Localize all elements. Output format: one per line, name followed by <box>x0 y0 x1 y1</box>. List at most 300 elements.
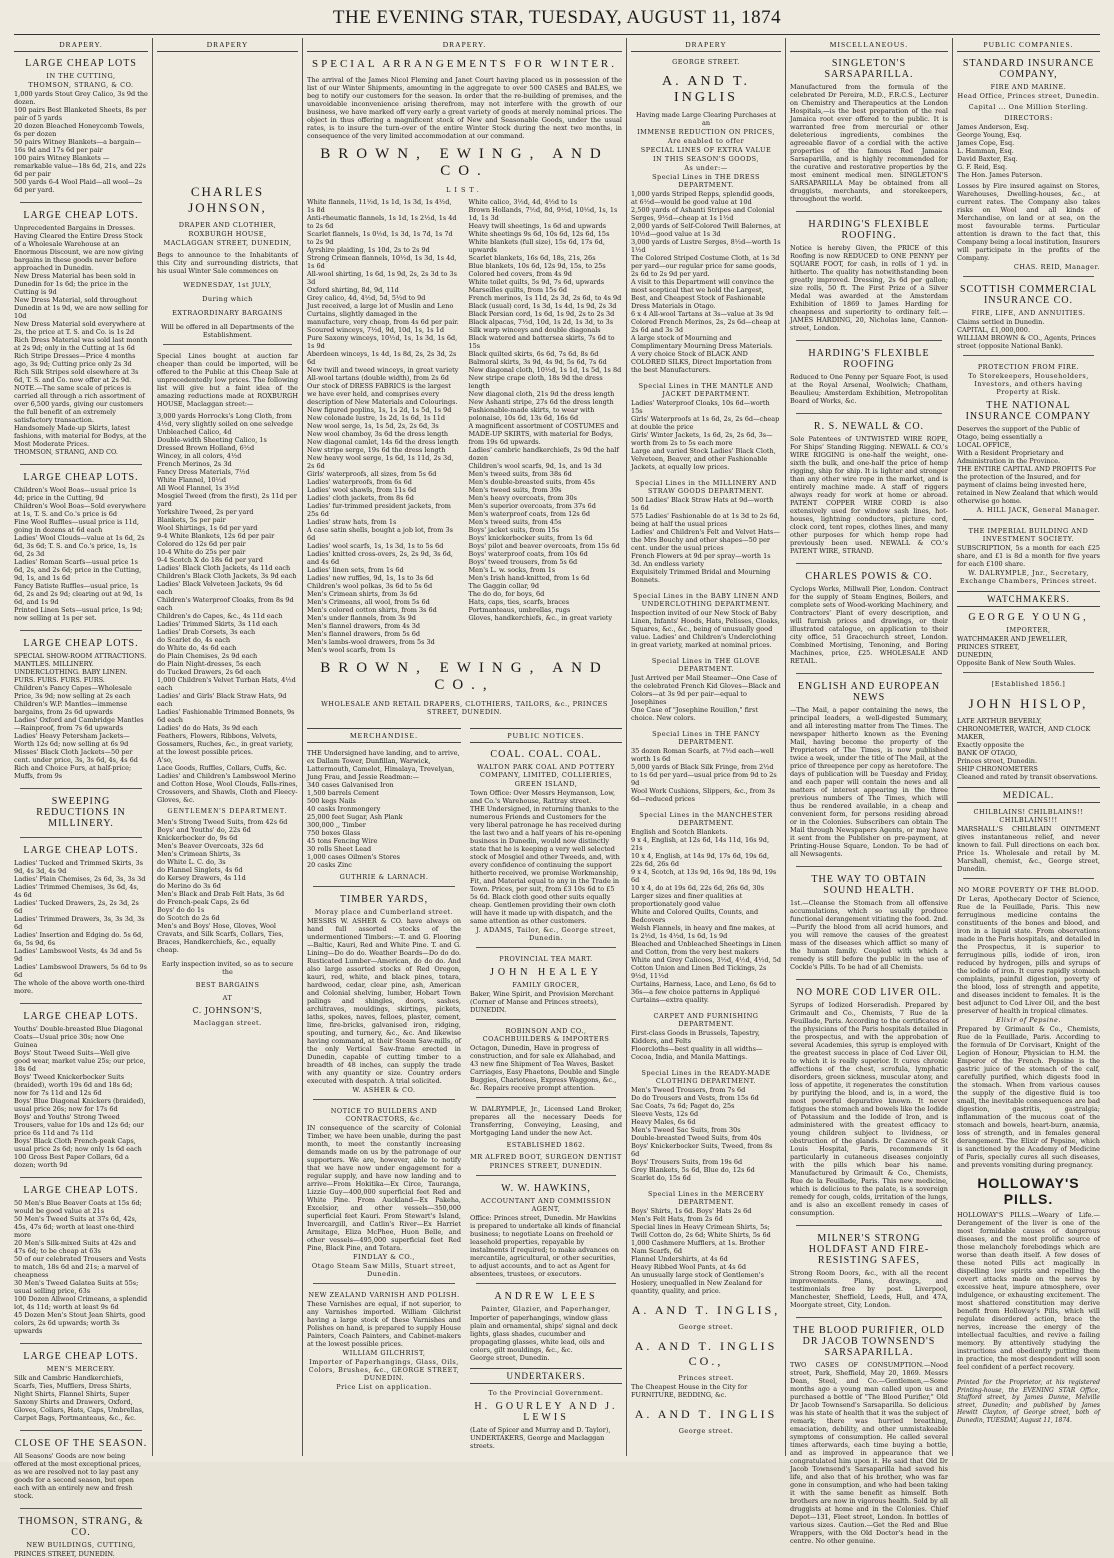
list-line: Men's Strong Tweed Suits, from 42s 6d <box>157 818 288 826</box>
list-line: THOMSON, STRANG, AND CO. <box>14 448 118 456</box>
ad-title: THE WAY TO OBTAIN SOUND HEALTH. <box>811 874 927 896</box>
list-line: THE Undersigned, in returning thanks to the numerous Friends and Customers for the very liberal patronage he has received during the last two and a half years of his re-opening business in Dunedin, would now distinctly state that he is keeping a very well selected stock of Mosgiel and other Tweeds, and, with every confidence of continuing the support hitherto received, we promise Workmanship, Fit, and Material equal to any in the Trade in Town. Prices, per suit, from £3 10s 6d to £5 5s 6d. Black cloth good other suits equally cheap. Gentlemen providing their own cloth will have it made up with dispatch, and the same attention as other customers. <box>470 805 622 925</box>
price-list <box>157 818 298 954</box>
section-heading: WATCHMAKERS. <box>957 591 1100 607</box>
ad-body: Strong Room Doors, &c., with all the recent improvements. Plans, drawings, and testimonials free by post. Liverpool, Manchester, Sheffield, Leeds, Hull, and 47A, Moorgate street, City, London. <box>790 1269 948 1309</box>
price-list-left <box>307 198 461 654</box>
department-section <box>631 382 781 471</box>
ad-title: PROVINCIAL TEA MART. <box>499 955 593 963</box>
address: PRINCES STREET, DUNEDIN. <box>489 1162 603 1170</box>
list-line: Misses' Black Cloth Jackets—50 per cent. under price, 3s, 3s 6d, 4s, 4s 6d <box>14 748 138 764</box>
ad-headline: IMMENSE REDUCTION ON PRICES, <box>637 128 775 136</box>
advertisement <box>790 563 948 665</box>
column-public-notices <box>466 728 626 1456</box>
list-line: Ladies' Tucked and Trimmed Skirts, 3s 9d, 4s 3d, 4s 9d <box>14 859 143 875</box>
list-line: Men's and Boys' Hose, Gloves, Wool Cravats, and Silk Scarfs, Collars, Ties, Braces, Handkerchiefs, &c., equally cheap. <box>157 922 284 954</box>
section-heading: Special Lines in the READY-MADE CLOTHING DEPARTMENT. <box>641 1069 771 1085</box>
ad-subtitle: Moray place and Cumberland street. <box>314 908 454 916</box>
advertisement <box>790 866 948 971</box>
section-heading: MEDICAL. <box>957 787 1100 803</box>
department-section <box>631 811 781 1004</box>
advertisement <box>790 340 948 405</box>
list-line: Cleaned and rated by transit observations. <box>957 773 1098 781</box>
ad-lines <box>470 1314 622 1362</box>
ad-title: CHILBLAINS! CHILBLAINS!! CHILBLAINS!!! <box>973 808 1084 824</box>
department-section <box>631 1069 781 1182</box>
list-line: Ladies' Oxford and Cambridge Mantles—Rainproof, from 7s 6d upwards <box>14 716 144 732</box>
list-line: Bleached and Unbleached Sheetings in Linen and Cotton, from the very best makers <box>631 940 782 956</box>
address: GEORGE STREET. <box>672 58 740 66</box>
list-line: Children's Wool Boas—Sold everywhere at 1s, T. S. and Co.'s price is 6d <box>14 502 146 518</box>
address: George street. <box>678 1323 734 1331</box>
list-line: Children's Waterproof Cloaks, from 8s 9d each <box>157 596 294 612</box>
ad-title: ENGLISH AND EUROPEAN NEWS <box>797 681 941 703</box>
list-line: The do do, for boys, 6d <box>468 590 545 598</box>
list-line: Boys' tweed trousers, from 5s 6d <box>468 558 578 566</box>
ad-title: LARGE CHEAP LOTS. <box>23 210 139 221</box>
list-line: Ladies' Plain Chemises, 2s 6d, 3s, 3s 3d <box>14 875 146 883</box>
list-line: Men's Crimean shirts, from 3s 6d <box>307 590 418 598</box>
list-line: Large and varied Stock Ladies' Black Cloth, Velveteen, Beaver, and other Fashionable Jackets, at equally low prices. <box>631 447 776 471</box>
sale-date: WEDNESDAY, 1st JULY, <box>183 281 272 289</box>
ad-lines <box>470 1044 622 1092</box>
list-line: Men's tweed suits, from 45s <box>468 518 562 526</box>
list-line: Children's do Capes, &c., 4s 11d each <box>157 612 283 620</box>
divider <box>20 202 142 203</box>
list-line: Colored do 12s 6d per pair <box>157 540 246 548</box>
merchandise-list <box>307 749 461 869</box>
list-line: Inspection invited of our New Stock of Baby Linen, Infants' Hoods, Hats, Pelisses, Cloaks, Squares, &c., &c., being of unusually good value. Ladies' and Children's Underclothing in great variety, marked at nominal prices. <box>631 609 780 649</box>
list-line: Yorkshire Tweed, 2s per yard <box>157 508 254 516</box>
list-line: Fine Wool Ruffles—usual price is 11d, going in dozens at 6d each <box>14 518 139 534</box>
list-line: Floorcloths—best quality in all widths—Cocoa, India, and Manila Mattings. <box>631 1045 763 1061</box>
list-line: White Flannel, 10½d <box>157 476 227 484</box>
list-line: Special lines in Heavy Crimean Shirts, 5s; Twill Cotton do, 2s 6d; White Shirts, 5s 6d <box>631 1223 771 1239</box>
list-line: Ladies' and Girls' Black Straw Hats, 9d each <box>157 692 287 708</box>
list-line: New twill and tweed winceys, in great variety <box>307 366 459 374</box>
ad-subtitle: To the Provincial Government. <box>488 1389 604 1397</box>
list-line: Printed Linen Sets—usual price, 1s 9d; now selling at 1s per set. <box>14 606 143 622</box>
department-section <box>631 1190 781 1295</box>
firm-name: JOHN HISLOP, <box>968 696 1089 711</box>
list-line: 2,000 yards of Self-Colored Twill Balernes, at 10½d—good value at 1s 3d <box>631 222 781 238</box>
column-header: MISCELLANEOUS. <box>790 38 948 52</box>
section-heading: Special Lines in THE GLOVE DEPARTMENT. <box>651 657 761 673</box>
firm-name: BROWN, EWING, AND CO., <box>320 660 609 693</box>
ad-body: TWO CASES OF CONSUMPTION.—Nood street, Park, Sheffield, May 20, 1869. Messrs Dean, Steel, and Co.—Gentlemen,—Some months ago a young man called upon us and purchased a bottle of "The Blood Purifier," Old Dr Jacob Townsend's Sarsaparilla. So delicious was his state of health that it was the subject of remark; there was hurried breathing, emaciation, debility, and other unmistakeable symptoms of consumption. He called several times afterwards, each time buying a bottle, and as improved in appearance that we congratulated him upon it. He said that Old Dr Jacob Townsend's Sarsaparilla had saved his life, and also that of his brother, who was far gone in consumption, and who had been taking it with the same benefit as himself. Both brothers are now in vigorous health. Sold by all druggists at home and in the Colonies. Chief Depot—131, Fleet street, London. In bottles of various sizes. Caution.—Get the Red and Blue Wrappers, with the Old Doctor's head in the centre. No other genuine. <box>790 1361 948 1545</box>
ad-list <box>790 58 948 1545</box>
ad-lines <box>470 990 622 1014</box>
department-section <box>631 173 781 374</box>
ad-subtitle: IN THE CUTTING, <box>46 72 116 80</box>
ad-title: LARGE CHEAP LOTS. <box>23 638 139 649</box>
list-line: Men's L. w. socks, from 1s <box>468 566 556 574</box>
list-line: Ladies' Lambswool Drawers, 5s 6d to 9s 6d <box>14 963 147 979</box>
divider <box>20 1003 142 1004</box>
section-heading: Special Lines in THE FANCY DEPARTMENT. <box>652 730 760 746</box>
column-header: DRAPERY. <box>14 38 148 52</box>
department-section <box>631 1012 781 1061</box>
ad-lines <box>957 425 1100 505</box>
list-line: Marseilles quilts, from 15s 6d <box>468 286 568 294</box>
firm-name: GUTHRIE & LARNACH. <box>339 873 429 881</box>
divider <box>20 1508 142 1509</box>
list-line: Ladies' Lambswool Vests, 4s 3d and 5s 9d <box>14 947 142 963</box>
address: Princes street. <box>678 1374 734 1382</box>
list-line: Ladies' Trimmed Skirts, 3s 11d each <box>157 620 278 628</box>
list-line: PRINCES STREET, <box>957 643 1020 651</box>
advertisement <box>14 464 148 622</box>
column-header: PUBLIC NOTICES. <box>470 728 622 743</box>
list-line: Men's Tweed Sac Suits, from 30s <box>631 1126 741 1134</box>
divider <box>476 1019 616 1020</box>
list-line: French merinos, 1s 11d, 2s 3d, 2s 6d, to 4s 9d <box>468 294 622 302</box>
list-line: Ladies' Fashionable Trimmed Bonnets, 9s 6d each <box>157 708 295 724</box>
section-heading: Special Lines in the MILLINERY AND STRAW GOODS DEPARTMENT. <box>635 479 777 495</box>
list-line: Exactly opposite the <box>957 741 1025 749</box>
list-line: G. F. Reid, Esq. <box>957 163 1008 171</box>
firm-name: THOMSON, STRANG, & CO. <box>28 81 134 89</box>
list-line: White sheetings 9s 6d, 10s 6d, 12s 6d, 15s <box>468 230 610 238</box>
ad-body: IN consequence of the scarcity of Colonial Timber, we have been unable, during the past month, to meet the constantly increasing demands made on us by the patronage of our supporters. We are, however, able to notify that we have now under engagement for a regular supply, and have now landing and to arrive—From Hokitika—Ex Circe, Tauranga, Lizzie Guy—400,000 superficial feet Red and White Pine. From Auckland—Ex Pakeha, Excelsior, and other vessels—350,000 superficial feet Kauri. From Stewart's Island, Invercargill, and Catlin's River—Ex Harriet Armitage, Eliza McPhee, Huon Belle, and other vessels—495,000 superficial feet Red Pine, Black Pine, and Totara. <box>307 1124 461 1252</box>
list-line: Men's double-breasted suits, from 45s <box>468 478 595 486</box>
divider <box>20 1343 142 1344</box>
list-line: Princes street, Dunedin. <box>957 757 1038 765</box>
column-drapery-johnson <box>153 38 302 1456</box>
divider <box>313 1099 455 1100</box>
list-line: Balmoral skirts, 3s 9d, 4s 9d, 5s 6d, 7s 6d <box>468 358 607 366</box>
advertisement <box>14 788 148 829</box>
list-line: 30 Men's Tweed Galatea Suits at 55s; usual selling price, 63s <box>14 1279 139 1295</box>
list-line: Ladies' linen sets, from 1s 6d <box>307 566 404 574</box>
list-line: 500 yards 6-4 Wool Plaid—all wool—2s 6d per yard. <box>14 178 143 194</box>
ad-title: LARGE CHEAP LOTS <box>25 58 137 69</box>
list-line: Just received, a large lot of Muslin and Leno Curtains, slightly damaged in the manufacture, very cheap, from 4s 6d per pair. <box>307 302 459 326</box>
advertisement <box>790 1225 948 1309</box>
list-line: Ladies' Heavy Petersham Jackets—Worth 12s 6d; now selling at 6s 9d <box>14 732 130 748</box>
list-line: French Merinos, 2s 3d <box>157 460 232 468</box>
ad-subtitle: As under:— <box>684 164 728 172</box>
divider <box>796 673 942 674</box>
list-line: Ladies' do do Hats, 3s 9d each <box>157 724 258 732</box>
list-line: Curtains, Harness, Lace, and Leno, 6s 6d to 36s—a few choice patterns in Appliqué Curtains—extra quality. <box>631 980 776 1004</box>
divider <box>796 340 942 341</box>
list-line: Blankets, 5s per pair <box>157 516 226 524</box>
list-line: The Colored Striped Costume Cloth, at 1s 3d per yard—our regular price for same goods, 2s 6d to 2s 9d per yard. <box>631 254 780 278</box>
ad-body: Syrups of Iodized Horseradish. Prepared by Grimault and Co., Chemists, 7 Rue de la Feuillade, Paris. According to the certificates of the physicians of the Paris hospitals detailed in the prospectus, and with the approbation of several Academies, this syrup is employed with the greatest success in place of Cod Liver Oil, to which it is really superior. It cures chronic affections of the chest, scrofula, lymphatic disorders, green sickness, muscular atony, and loss of appetite, it regenerates the constitution by purifying the blood, and is, in a word, the most powerful depurative known. It never fatigues the stomach and bowels like the Iodide of Potassium and the Iodide of Iron, and is administered with the greatest efficacy to young children subject to lividness, or obstruction of the glands. Dr Cazenave of St Louis Hospital, Paris, recommends it particularly in cutaneous diseases conjointly with the pills which bear his name. Manufactured by Grimault & Co., Chemists, Rue de la Feuillade, Paris. This new medicine, which is delicious to the palate, is a sovereign remedy for cough, colds, irritation of the lungs, and is also an excellent remedy in cases of consumption. <box>790 1001 948 1217</box>
ad-title: ESTABLISHED 1862. <box>506 1141 586 1149</box>
list-line: White toilet quilts, 5s 9d, 7s 6d, upwards <box>468 278 605 286</box>
section-heading: Special Lines in the MERCERY DEPARTMENT. <box>647 1190 765 1206</box>
firm-address: WHOLESALE AND RETAIL DRAPERS, CLOTHIERS, TAILORS, &c., PRINCES STREET, DUNEDIN. <box>321 700 608 716</box>
list-line: Men's Tweed Trousers, from 7s 6d <box>631 1086 746 1094</box>
list-line: New heavy wool serge, 1s 6d, 1s 11d, 2s 3d, 2s 6d <box>307 454 454 470</box>
list-line: (Late of Spicer and Murray and D. Taylor), UNDERTAKERS, George and Maclaggan streets. <box>470 1426 611 1450</box>
firm-name: ANDREW LEES <box>494 1291 598 1302</box>
list-line: PRINCES STREET, DUNEDIN. <box>14 1550 115 1558</box>
list-line: Boys' Trousers Suits, from 19s 6d <box>631 1158 743 1166</box>
list-line: 9 x 4, Scotch, at 13s 9d, 16s 9d, 18s 9d, 19s 6d <box>631 868 777 884</box>
capital: Capital ... One Million Sterling. <box>968 103 1089 111</box>
list-line: do Merino do 3s 6d <box>157 882 221 890</box>
list-line: 6 x 4 All-wool Tartans at 3s—value at 3s 9d <box>631 310 774 318</box>
list-line: New stripe crape cloth, 18s 9d the dress length <box>468 374 603 390</box>
list-line: 9-4 White Blankets, 12s 6d per pair <box>157 532 275 540</box>
list-line: Brown Hollands, 7½d, 8d, 9½d, 10½d, 1s, 1s 1d, 1s 3d <box>468 206 618 222</box>
list-line: Ladies' cloth jackets, from 8s 6d <box>307 494 414 502</box>
ad-body: The arrival of the James Nicol Fleming and Janet Court having placed us in possession of the list of our Winter Shipments, amounting in the aggregate to over 500 CASES and BALES, we beg to notify our customers for the season. In order that the re-building of premises, and the unavoidable inconvenience arising therefrom, may not interfere with the growth of our business, we have marked off very early a great variety of goods at merely nominal prices. The object in thus offering a magnificent stock of New and Seasonable Goods, under the usual rates, is to insure the turn-over of the entire Winter Stock during the next two months, in consequence of the very limited accommodation at our command. <box>307 76 622 140</box>
list-line: Ladies' and Children's Felt and Velvet Hats—the Mrs Bouchy and other shapes—50 per cent. under the usual prices <box>631 528 780 552</box>
list-line: 25,000 feet Sugar, Ash Plank <box>307 813 403 821</box>
directors-list <box>957 123 1100 179</box>
ad-body: —The Mail, a paper containing the news, the principal leaders, a well-digested Summary, and all interesting matter from The Times. The newspaper hitherto known as the Evening Mail, having become the property of the Proprietors of The Times, is now published twice a week, under the title of The Mail, at the price of threepence per copy as heretofore. The days of publication will be Tuesday and Friday, and each paper will contain the news and all matters of interest appearing in the three previous numbers of The Times, which will thus be rendered available, in a cheap and convenient form, for persons residing abroad or in the Colonies. Subscribers can obtain The Mail through Newspapers Agents, or may have it sent from the Publisher on pre-payment, at Printing-House Square, London. To be had of all Newsagents. <box>790 706 948 858</box>
divider <box>20 464 142 465</box>
ad-subtitle: To Storekeepers, Householders, Investors, and others having Property at Risk. <box>968 372 1089 396</box>
divider <box>963 672 1094 673</box>
list-line: Exquisitely Trimmed Bridal and Mourning Bonnets. <box>631 568 771 584</box>
list-line: New Dress Material sold everywhere at 2s, the price at T. S. and Co. is 1s 2d <box>14 320 146 336</box>
list-line: New figured poplins, 1s, 1s 2d, 1s 5d, 1s 9d <box>307 406 452 414</box>
list-line: Feathers, Flowers, Ribbons, Velvets, Gossamers, Ruches, &c., in great variety, at the lowest possible prices. <box>157 732 294 756</box>
list-line: Men's Beaver Overcoats, 32s 6d <box>157 842 264 850</box>
list-line: Boys' knickerbocker suits, from 1s 6d <box>468 534 593 542</box>
divider <box>476 1097 616 1098</box>
list-line: 100 pairs Witney Blankets — remarkable value—18s 6d, 21s, and 22s 6d per pair <box>14 154 146 178</box>
list-line: Boys' Shirts, 1s 6d. Boys' Hats 2s 6d <box>631 1207 752 1215</box>
ad-subtitle: Are enabled to offer <box>667 137 745 145</box>
section-heading: GENTLEMEN'S DEPARTMENT. <box>167 807 288 815</box>
section-heading: Special Lines in the BABY LINEN AND UNDERCLOTHING DEPARTMENT. <box>633 592 779 608</box>
list-line: 100 Dozen Allwool Crimeans, a splendid lot, 4s 11d; worth at least 9s 6d <box>14 1295 148 1311</box>
ad-title: SWEEPING REDUCTIONS IN MILLINERY. <box>36 796 126 829</box>
firm-name: MR ALFRED BOOT, SURGEON DENTIST <box>470 1153 622 1161</box>
list-line: Men's heavy overcoats, from 30s <box>468 494 578 502</box>
list-line: Boys' and Youths' Strong Tweed Trousers, value for 10s and 12s 6d; our price 6s 11d and 7s 11d <box>14 1113 144 1137</box>
list-line: Ladies' new ruffles, 9d, 1s, 1s to 3s 6d <box>307 574 434 582</box>
advertisement <box>14 1003 148 1169</box>
list-line: do Flannel Singlets, 4s 6d <box>157 866 243 874</box>
masthead: THE EVENING STAR, TUESDAY, AUGUST 11, 1874 <box>332 7 782 28</box>
list-line: Larger sizes and finer qualities at proportionately good value <box>631 892 743 908</box>
ad-subtitle: IN THIS SEASON'S GOODS, <box>653 155 759 163</box>
list-line: Men's wool scarfs, from 1s <box>307 646 396 654</box>
list-line: 1,000 yards Stout Grey Calico, 3s 9d the dozen. <box>14 90 148 106</box>
divider <box>163 344 292 345</box>
list-line: An unusually large stock of Gentlemen's Hosiery, unequalled in New Zealand for quantity, quality, and price. <box>631 1271 764 1295</box>
list-line: Men's flannel drawers, from 5s 6d <box>307 630 421 638</box>
list-line: WILLIAM BROWN & CO., Agents, Princes street (opposite National Bank). <box>957 334 1096 350</box>
ad-lines <box>470 1426 622 1450</box>
divider <box>963 519 1094 520</box>
department-section <box>631 479 781 584</box>
ad-subtitle: IMPORTER, <box>1006 626 1051 634</box>
list-line: Boys' pilot and beaver overcoats, from 15s 6d <box>468 542 620 550</box>
list-line: 40 casks Ironmongery <box>307 805 381 813</box>
list-line: 100 Gross Best Paper Collars, 6d a dozen; worth 9d <box>14 1153 129 1169</box>
list-line: MANTLES. MILLINERY. UNDERCLOTHING. BABY LINEN. <box>14 660 128 676</box>
list-line: A very choice Stock of BLACK AND COLORED SILKS, Direct Importation from the best Manufacturers. <box>631 350 772 374</box>
list-line: Anti-rheumatic flannels, 1s 1d, 1s 2½d, 1s 4d to 2s 6d <box>307 214 457 230</box>
list-line: White calico, 3½d, 4d, 4½d to 1s <box>468 198 578 206</box>
ad-body: Manufactured from the formula of the celebrated Dr Pereira, M.D., F.R.C.S., Lecturer on Chemistry and Therapeutics at the London Hospitals,—is the best preparation of the real Jamaica root ever offered to the public. It is warranted free from mercurial or other deleterious ingredients, combines the agreeable flavor of a cordial with the active properties of the famous Red Jamaica Sarsaparilla, and is highly recommended for the curative and restorative properties by the most eminent medical men. SINGLETON'S SARSAPARILLA May be obtained from all druggists, merchants, and storekeepers, throughout the world. <box>790 83 948 203</box>
list-line: Unprecedented Bargains in Dresses. <box>14 224 136 232</box>
column-header: DRAPERY <box>631 38 781 52</box>
divider <box>796 1225 942 1226</box>
list-line: 500 kegs Nails <box>307 797 356 805</box>
list-line: 3,000 yards of Lustre Serges, 8½d—worth 1s 1½d <box>631 238 781 254</box>
list-line: 45 tons Fencing Wire <box>307 837 378 845</box>
ad-body: SUBSCRIPTION, 5s a month for each £25 share, and £1 is 8d a month for five years for each £100 share. <box>957 544 1100 568</box>
firm-name: A. AND T. INGLIS <box>634 1407 778 1421</box>
ad-headline: SPECIAL LINES OF EXTRA VALUE <box>640 146 772 154</box>
list-line: 50 Men's Blue Beaver Coats at 15s 6d; would be good value at 21s <box>14 1199 142 1215</box>
firm-name: STANDARD INSURANCE COMPANY, <box>962 58 1095 80</box>
column-header: DRAPERY <box>157 38 298 52</box>
divider <box>796 563 942 564</box>
list-line: 2,500 yards of Ashanti Stripes and Colonial Serges, 9½d—cheap at 1s 1½d <box>631 206 775 222</box>
list-line: James Cope, Esq. <box>957 139 1015 147</box>
ad-title: LARGE CHEAP LOTS. <box>23 1185 139 1196</box>
ad-headline: EXTRAORDINARY BARGAINS <box>172 309 283 317</box>
list-line: Blue blankets, 10s 6d, 12s 9d, 15s, to 25s <box>468 262 606 270</box>
ad-body: W. DALRYMPLE, Jr., Licensed Land Broker, prepares all the necessary Deeds for Transferring, Conveying, Leasing, and Mortgaging Land under the new Act. <box>470 1105 622 1137</box>
list-line: Strong Crimean flannels, 10½d, 1s 3d, 1s 4d, 1s 6d <box>307 254 457 270</box>
divider <box>796 866 942 867</box>
column-miscellaneous <box>786 38 952 1545</box>
advertisement <box>790 413 948 555</box>
list-line: Fancy Dress Materials, 7½d <box>157 468 250 476</box>
divider <box>476 1283 616 1284</box>
list-line: Unbleached Calico, 4d <box>157 428 232 436</box>
divider <box>796 211 942 212</box>
ad-subtitle: NEW BUILDINGS, CUTTING, <box>26 1541 136 1549</box>
list-line: Deserves the support of the Public of Otago, being essentially a <box>957 425 1080 441</box>
firm-name: W. W. HAWKINS, <box>501 1183 591 1194</box>
list-line: Wool Shirtings, 1s 6d per yard <box>157 524 258 532</box>
directors-heading: DIRECTORS: <box>1004 114 1053 122</box>
list-line: New Ashanti stripe, 27s 6d the dress length <box>468 398 614 406</box>
list-line: Rich Stripe Dresses—Price 4 months ago, 3s 9d; Cutting price only 2s 3d <box>14 352 136 368</box>
list-line: Men's tweed suits, from 38s 6d <box>468 470 572 478</box>
column-public-companies <box>953 38 1104 1456</box>
ad-body: Notice is hereby Given, the PRICE of this Roofing is now REDUCED to ONE PENNY per SQUARE FOOT, for cash, in rolls of 1 yd. in hitherto. The quality has notwithstanding been greatly improved. Dressing, 2s 6d per gallon; size rolls, 50 ft. The First Prize of a Silver Medal was awarded at the Amsterdam Exhibition of 1869 to James Harding for cheapness and superiority to ordinary felt.—JAMES HARDING, 20, Nicholas lane, Cannon-street, London. <box>790 244 948 332</box>
ad-subtitle: FAMILY GROCER, <box>512 981 580 989</box>
advertisement <box>790 58 948 203</box>
list-line: Ayrshire plaiding, 1s 10d, 2s to 2s 9d <box>307 246 430 254</box>
list-line: 9-4 Scotch X do 18s 6d per yard <box>157 556 263 564</box>
ad-body: These Varnishes are equal, if not superior, to any Varnishes imported. William Gilchrist having a large stock of these Varnishes and Polishes on hand, is prepared to supply House Painters, Coach Painters, and Cabinet-makers at the lowest possible prices. <box>307 1300 461 1348</box>
divider <box>796 1317 942 1318</box>
list-line: Just Arrived per Mail Steamer—One Case of the celebrated French Kid Gloves—Black and Colors—at 3s 9d per pair—equal to Josephines <box>631 674 781 706</box>
list-line: White blankets (full size), 15s 6d, 17s 6d, upwards <box>468 238 605 254</box>
list-line: Black quilted skirts, 6s 6d, 7s 6d, 8s 6d <box>468 350 599 358</box>
list-line: Heavy twill sheetings, 1s 6d and upwards <box>468 222 607 230</box>
list-line: Girls' Winter Jackets, 1s 6d, 2s, 2s 6d, 3s—worth from 2s to 5s each more <box>631 431 773 447</box>
list-line: do Tucked Drawers, 2s 6d each <box>157 668 261 676</box>
list-line: Ladies' wool shawls, from 11s 6d <box>307 486 417 494</box>
list-line: George street, Dunedin. <box>470 1354 550 1362</box>
list-line: Men's under flannels, from 3s 9d <box>307 614 416 622</box>
list-line: New wool serge, 1s, 1s 5d, 2s, 2s 6d, 3s <box>307 422 439 430</box>
price-list-right <box>469 198 623 654</box>
firm-name: WILLIAM GILCHRIST, <box>342 1349 426 1357</box>
list-line: Black Persian cord, 1s 6d, 1s 9d, 2s to 2s 3d <box>468 310 615 318</box>
list-line: 500 Ladies' Black Straw Hats at 9d—worth 1s 6d <box>631 496 774 512</box>
list-line: Hats, caps, ties, scarfs, braces <box>468 598 570 606</box>
divider <box>20 1430 142 1431</box>
list-line: Aberdeen winceys, 1s 4d, 1s 8d, 2s, 2s 3d, 2s 6d <box>307 350 457 366</box>
section-heading: Special Lines in the MANCHESTER DEPARTMENT. <box>639 811 773 827</box>
list-line: Flannel Undershirts, at 4s 6d <box>631 1255 728 1263</box>
firm-name: CHARLES JOHNSON, <box>188 184 267 215</box>
divider <box>963 878 1094 879</box>
list-line: Boys' Tweed Knickerbocker Suits (braided), worth 19s 6d and 18s 6d; now for 7s 11d and 12s 6d <box>14 1073 133 1097</box>
list-line: L. Hamman, Esq. <box>957 147 1014 155</box>
list-line: First-class Goods in Brussels, Tapestry, Kidders, and Felts <box>631 1029 760 1045</box>
list-line: Boys' and Youths' do, 22s 6d <box>157 826 251 834</box>
list-line: Men's Felt Hats, from 2s 6d <box>631 1215 723 1223</box>
list-line: Boys' Stout Tweed Suits—Well give good wear, market value 25s; our price, 18s 6d <box>14 1049 146 1073</box>
list-line: 20 casks Zinc <box>307 861 352 869</box>
divider <box>20 630 142 631</box>
list-line: New wool chamboy, 3s 6d the dress length <box>307 430 449 438</box>
ad-subtitle: FIRE, LIFE, AND ANNUITIES. <box>971 309 1086 317</box>
ad-title: CHARLES POWIS & CO. <box>805 571 933 582</box>
list-line: Do do Trousers and Vests, from 15s 6d <box>631 1094 759 1102</box>
ad-title: NO MORE POVERTY OF THE BLOOD. <box>957 886 1100 894</box>
list-line: 340 cases Galvanised Iron <box>307 781 394 789</box>
list-line: Dressed Brown Holland, 6½d <box>157 444 255 452</box>
list-line: Men's colored cotton shirts, from 3s 6d <box>307 606 437 614</box>
list-line: Grey Blankets, 5s 6d, Blue do, 12s 6d <box>631 1166 755 1174</box>
list-line: Children's wool polkas, 3s 6d to 5s 6d <box>307 582 433 590</box>
list-line: Black alpacas, 7½d, 10d, 1s 2d, 1s 3d, to 3s <box>468 318 614 326</box>
firm-name: A. AND T. INGLIS <box>662 74 750 105</box>
list-line: The Gaggin collar, 9d <box>468 582 540 590</box>
divider <box>476 1175 616 1176</box>
price-list <box>157 412 298 804</box>
list-line: do Scarlet do, 4s each <box>157 636 231 644</box>
ad-body: Losses by Fire insured against on Stores, Warehouses, Dwelling-houses, &c., at current rates. The Company also takes risks on Wool and all kinds of Merchandise, on land or at sea, on the most favourable terms. Particular attention is drawn to the fact that, this Company being a local institution, Insurers will participate in the profits of the Company. <box>957 182 1100 262</box>
ad-subtitle: DRAPER AND CLOTHIER, <box>178 221 277 229</box>
list-line: Claims settled in Dunedin. <box>957 318 1045 326</box>
list-line: Men's Crimeans, all wool, from 5s 6d <box>307 598 430 606</box>
list-line: 10-4 White do 25s per pair <box>157 548 246 556</box>
divider <box>20 788 142 789</box>
list-line: Baker, Wine Spirit, and Provision Merchant (Corner of Manse and Princes streets), DUNEDIN. <box>470 990 614 1014</box>
firm-name: FINDLAY & CO., <box>353 1253 415 1261</box>
firm-name: GEORGE YOUNG, <box>968 612 1089 623</box>
list-line: Fashionable-made skirts, to wear with polonaise, 10s 6d, 13s 6d, 16s 6d <box>468 406 595 422</box>
list-line: Rich Dress Material was sold last month at 2s 9d; only in the Cutting at 1s 6d <box>14 336 148 352</box>
advertisement <box>14 1177 148 1335</box>
list-line: Ladies' Drab Corsets, 3s each <box>157 628 256 636</box>
list-line: Having Cleared the Entire Dress Stock of a Wholesale Warehouse at an Enormous Discount, we are now giving bargains in these goods never before approached in Dunedin. <box>14 232 144 272</box>
address: GREEN ISLAND, <box>514 780 578 788</box>
ad-lines <box>957 318 1100 350</box>
list-line: White and Grey Calicoes, 3½d, 4½d, 4½d, 5d <box>631 956 782 964</box>
department-sections <box>631 173 781 1295</box>
ad-body: MESSRS W. ASHER & CO. have always on hand full assorted stocks of the undermentioned Timbers:—T. and G. Flooring—Baltic, Kauri, Red and White Pine. T. and G. Lining—Do do do. Weather Boards—Do do do. Rusticated Lumber—American, do do do. And also large assorted stocks of Red Oregon, kauri, red, white, and black pines, totara, hardwood, cedar, clear pine, ash, American and Colonial shelving, lumber, Hobart Town palings and shingles, doors, sashes, architraves, mouldings, skirtings, pickets, laths, spokes, naves, felloes, plaster, cement, lime, fire-bricks, galvanised iron, ridging, spouting, and turnery, &c., &c. And likewise having command, at their Steam Saw-mills, of the only Vertical Saw-frame erected in Dunedin, capable of cutting timber to a breadth of 48 inches, can supply the trade with any quantity or size. Country orders executed with despatch. A trial solicited. <box>307 917 461 1085</box>
list-line: 300,000 ,, Timber <box>307 821 366 829</box>
list-line: Boys' do do 1s <box>157 906 205 914</box>
list-line: THE ENTIRE CAPITAL AND PROFITS For the protection of the Insured, and for payment of claims being invested here, retained in New Zealand that which would otherwise go home. <box>957 465 1098 505</box>
ad-subtitle: During which <box>202 295 253 303</box>
ad-title: CLOSE OF THE SEASON. <box>14 1438 148 1449</box>
list-line: New Dress Material has been sold in Dunedin for 1s 6d; the price in the Cutting is 9d <box>14 272 136 296</box>
firm-name: THE IMPERIAL BUILDING AND INVESTMENT SOCIETY. <box>968 527 1089 543</box>
list-line: Gloves, handkerchiefs, &c., in great variety <box>468 614 613 622</box>
